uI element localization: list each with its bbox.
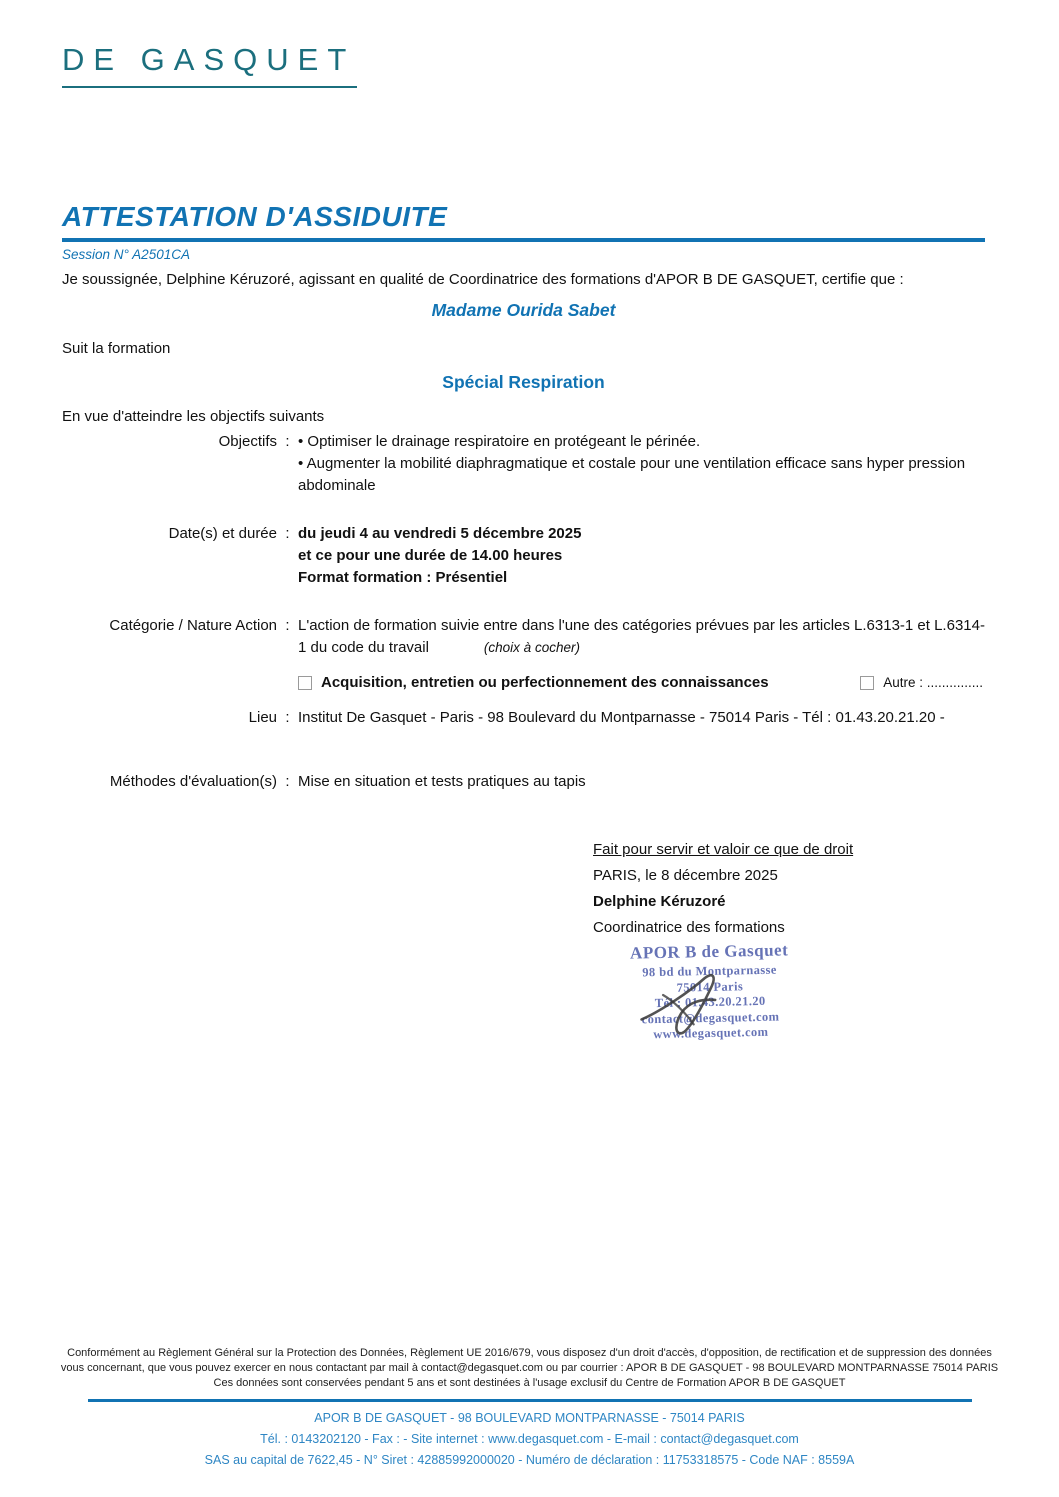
rgpd-line: Ces données sont conservées pendant 5 ans et sont destinées à l'usage exclusif du Centre de Formation APOR B DE GASQUET [213,1377,846,1389]
autre-checkbox[interactable] [860,676,874,690]
de-gasquet-logo: DE GASQUET [62,42,357,88]
acquisition-checkbox[interactable] [298,676,312,690]
stamp-city: 75014 Paris [676,978,744,995]
footer-contact: Tél. : 0143202120 - Fax : - Site internet : www.degasquet.com - E-mail : contact@degasquet.com [260,1432,799,1446]
signer-role: Coordinatrice des formations [593,919,785,936]
field-methodes: Méthodes d'évaluation(s) : Mise en situation et tests pratiques au tapis [62,771,985,793]
session-number: Session N° A2501CA [62,247,190,262]
company-footer [0,1408,1059,1471]
dates-line: du jeudi 4 au vendredi 5 décembre 2025 [298,525,582,542]
choix-a-cocher-note: (choix à cocher) [483,640,580,655]
methodes-label: Méthodes d'évaluation(s) [109,773,277,790]
footer-address: APOR B DE GASQUET - 98 BOULEVARD MONTPARNASSE - 75014 PARIS [314,1411,745,1425]
stamp-address: 98 bd du Montparnasse [642,962,777,980]
company-stamp [594,940,826,1044]
valoir-statement: Fait pour servir et valoir ce que de droit [593,841,854,858]
categorie-checkboxes [298,672,985,694]
stamp-email: contact@degasquet.com [641,1009,780,1026]
dates-label: Date(s) et durée [168,525,277,542]
autre-checkbox-label: Autre : ............... [883,675,983,690]
categorie-label: Catégorie / Nature Action [109,617,277,634]
attendee-name: Madame Ourida Sabet [431,300,616,320]
field-categorie: Catégorie / Nature Action : L'action de formation suivie entre dans l'une des catégories prévues par les articles L.6313-1 et L.6314-1 du code du travail (choix à cocher) Acquisition, entretien ou perfectionnement des connaissances Autre : ............... [62,615,985,694]
course-title: Spécial Respiration [442,372,605,392]
objective-item: • Augmenter la mobilité diaphragmatique et costale pour une ventilation efficace sans hyper pression abdominale [298,455,966,494]
objectives-intro: En vue d'atteindre les objectifs suivants [62,408,325,425]
objectifs-label: Objectifs [218,433,277,450]
lieu-label: Lieu [248,709,277,726]
format-line: Format formation : Présentiel [298,569,508,586]
rgpd-notice [0,1346,1059,1391]
field-dates: Date(s) et durée : du jeudi 4 au vendredi 5 décembre 2025 et ce pour une durée de 14.00 heures Format formation : Présentiel [62,523,985,589]
stamp-website: www.degasquet.com [653,1024,769,1042]
objective-item: • Optimiser le drainage respiratoire en protégeant le périnée. [298,433,701,450]
signer-name: Delphine Kéruzoré [593,893,726,910]
footer-divider [88,1399,972,1402]
field-lieu: Lieu : Institut De Gasquet - Paris - 98 Boulevard du Montparnasse - 75014 Paris - Tél : 01.43.20.21.20 - [62,707,985,729]
methodes-text: Mise en situation et tests pratiques au tapis [298,773,586,790]
footer-legal: SAS au capital de 7622,45 - N° Siret : 42885992000020 - Numéro de déclaration : 11753318575 - Code NAF : 8559A [204,1453,855,1467]
certifier-statement: Je soussignée, Delphine Kéruzoré, agissant en qualité de Coordinatrice des formations d'APOR B DE GASQUET, certifie que : [62,271,904,288]
rgpd-line: vous concernant, que vous pouvez exercer en nous contactant par mail à contact@degasquet.com ou par courrier : APOR B DE GASQUET - 98 BOULEVARD MONTPARNASSE 75014 PARIS [60,1362,999,1374]
place-and-date: PARIS, le 8 décembre 2025 [593,867,778,884]
follows-training-label: Suit la formation [62,340,171,357]
document-title: ATTESTATION D'ASSIDUITE [62,201,448,232]
stamp-phone: Tél : 01.43.20.21.20 [654,993,766,1011]
rgpd-line: Conformément au Règlement Général sur la Protection des Données, Règlement UE 2016/679, vous disposez d'un droit d'accès, d'opposition, de rectification et de suppression des données [67,1347,992,1359]
title-divider [62,238,985,242]
acquisition-checkbox-label: Acquisition, entretien ou perfectionnement des connaissances [321,674,769,691]
lieu-text: Institut De Gasquet - Paris - 98 Boulevard du Montparnasse - 75014 Paris - Tél : 01.43.20.21.20 - [298,709,945,726]
stamp-company-name: APOR B de Gasquet [629,940,789,963]
signature-block [593,841,985,1042]
duration-line: et ce pour une durée de 14.00 heures [298,547,563,564]
categorie-text: L'action de formation suivie entre dans l'une des catégories prévues par les articles L.6313-1 et L.6314-1 du code du travail (choix à cocher) [298,617,985,656]
page-footer-area [0,1346,1059,1471]
field-objectifs: Objectifs : • Optimiser le drainage respiratoire en protégeant le périnée. • Augmenter la mobilité diaphragmatique et costale pour une ventilation efficace sans hyper pression abdominale [62,431,985,497]
